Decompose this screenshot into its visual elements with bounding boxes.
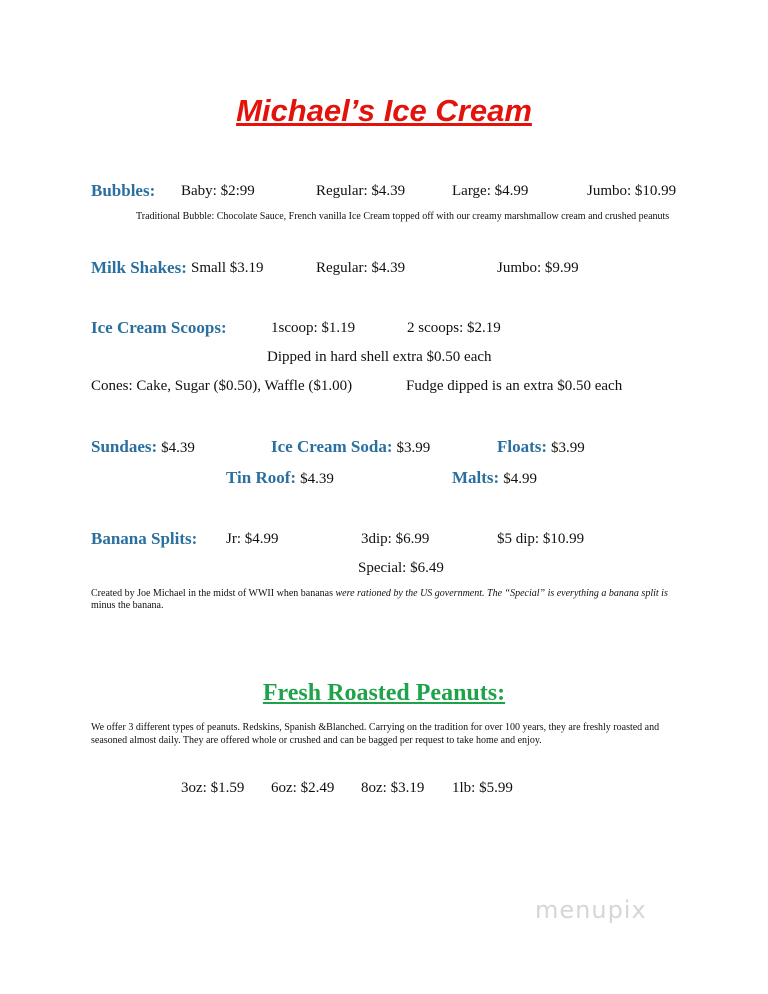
peanuts-price-8oz: 8oz: $3.19 [361,780,425,796]
scoops-price-one: 1scoop: $1.19 [271,320,356,336]
peanuts-price-6oz: 6oz: $2.49 [271,780,335,796]
bubbles-price-baby: Baby: $2:99 [181,183,255,199]
menu-title: Michael’s Ice Cream [236,93,532,128]
bubbles-heading: Bubbles: [91,181,156,200]
milkshakes-price-jumbo: Jumbo: $9.99 [497,260,579,276]
peanuts-desc-line2: seasoned almost daily. They are offered whole or crushed and can be bagged per request to take home and enjoy. [91,735,542,746]
floats-price: $3.99 [551,440,585,456]
milkshakes-heading: Milk Shakes: [91,258,187,277]
splits-note-part: Created by Joe Michael in the midst of WWII when bananas [91,588,336,599]
soda-price: $3.99 [396,440,431,456]
scoops-dipped: Dipped in hard shell extra $0.50 each [267,349,492,365]
splits-note-end: minus the banana. [91,600,164,611]
sundaes-label: Sundaes: [91,437,158,456]
bubbles-price-large: Large: $4.99 [452,183,529,199]
splits-note-italic: were rationed by the US government. The “Special” is everything a banana split is [335,588,668,599]
sundaes-price: $4.39 [161,440,195,456]
splits-price-jr: Jr: $4.99 [226,531,279,547]
scoops-price-two: 2 scoops: $2.19 [407,320,501,336]
bubbles-price-jumbo: Jumbo: $10.99 [587,183,677,199]
splits-note [91,588,668,599]
peanuts-desc-line1: We offer 3 different types of peanuts. Redskins, Spanish &Blanched. Carrying on the tradition for over 100 years, they are freshly roasted and [91,722,660,733]
milkshakes-price-regular: Regular: $4.39 [316,260,406,276]
peanuts-price-3oz: 3oz: $1.59 [181,780,245,796]
floats-label: Floats: [497,437,548,456]
floats-item [497,437,585,457]
tinroof-item [226,468,334,488]
bubbles-note: Traditional Bubble: Chocolate Sauce, French vanilla Ice Cream topped off with our creamy marshmallow cream and crushed peanuts [136,211,670,222]
peanuts-heading: Fresh Roasted Peanuts: [262,680,506,706]
bubbles-price-regular: Regular: $4.39 [316,183,406,199]
cones-line: Cones: Cake, Sugar ($0.50), Waffle ($1.00) [91,378,353,394]
peanuts-price-1lb: 1lb: $5.99 [452,780,513,796]
malts-label: Malts: [452,468,500,487]
malts-price: $4.99 [503,471,537,487]
splits-special: Special: $6.49 [358,560,444,576]
menupix-watermark: menupix [535,896,647,924]
soda-label: Ice Cream Soda: [271,437,393,456]
splits-price-5dip: $5 dip: $10.99 [497,531,585,547]
fudge-line: Fudge dipped is an extra $0.50 each [406,378,623,394]
scoops-heading: Ice Cream Scoops: [91,318,227,337]
soda-item [271,437,430,457]
splits-price-3dip: 3dip: $6.99 [361,531,430,547]
tinroof-label: Tin Roof: [226,468,297,487]
malts-item [452,468,537,488]
milkshakes-price-small: Small $3.19 [191,260,264,276]
splits-heading: Banana Splits: [91,529,198,548]
sundaes-item [91,437,195,457]
tinroof-price: $4.39 [300,471,334,487]
